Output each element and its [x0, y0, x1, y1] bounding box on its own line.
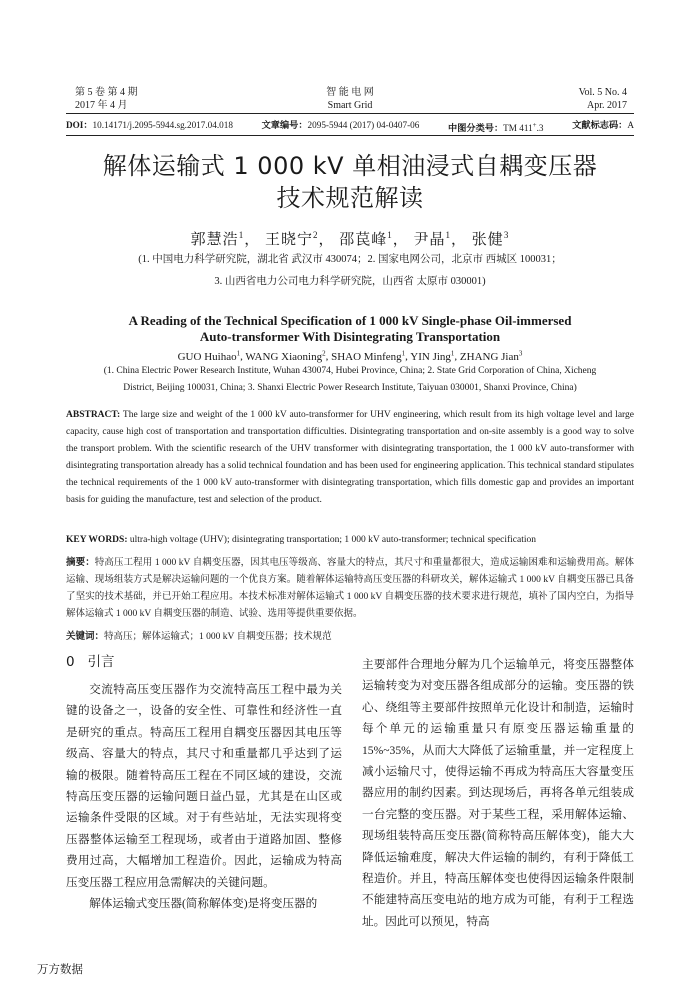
volume-issue-en: Vol. 5 No. 4	[578, 87, 627, 98]
meta-rule	[66, 135, 634, 136]
author-en: WANG Xiaoning$^2$	[245, 349, 326, 363]
keywords-en-label: KEY WORDS:	[66, 535, 128, 545]
header-rule	[66, 113, 634, 114]
abstract-cn	[66, 555, 634, 623]
keywords-cn-text: 特高压；解体运输式；1 000 kV 自耦变压器；技术规范	[104, 632, 332, 642]
authors-en: GUO Huihao$^1$, WANG Xiaoning$^2$, SHAO Minfeng$^1$, YIN Jing$^1$, ZHANG Jian$^3$	[177, 349, 523, 363]
article-number: 文章编号：2095-5944 (2017) 04-0407-06	[261, 120, 420, 130]
affiliation-cn-line2: 3. 山西省电力公司电力科学研究院，山西省 太原市 030001)	[214, 276, 486, 287]
section-number: 0	[66, 654, 75, 670]
keywords-en	[66, 533, 634, 547]
keywords-cn-label: 关键词：	[66, 632, 105, 642]
author-en: YIN Jing$^1$	[410, 349, 455, 363]
abstract-cn-text: 特高压工程用 1 000 kV 自耦变压器，因其电压等级高、容量大的特点，其尺寸和重量都很大，造成运输困难和运输费用高。解体运输、现场组装方式是解决运输问题的一个优良方案。随着解体运输特高压变压器的科研攻关，解体运输式 1 000 kV 自耦变压器已具备了坚实的技术基础，并已开始工程应用。本技术标准对解体运输式 1 000 kV 自耦变压器的技术要求进行规范，填补了国内空白，为指导解体运输式 1 000 kV 自耦变压器的制造、试验、选用等提供重要依据。	[66, 558, 634, 619]
header-right	[579, 86, 627, 112]
affiliation-en: (1. China Electric Power Research Institute, Wuhan 430074, Hubei Province, China; 2. State Grid Corporation of China, Xicheng District, Beijing 100031, China; 3. Shanxi Electric Power Research Institute, Taiyuan 030001, Shanxi Province, China)	[103, 366, 597, 393]
header-center	[250, 86, 450, 112]
title-en: A Reading of the Technical Specification of 1 000 kV Single-phase Oil-immersed Auto-transformer With Disintegrating Transportation	[128, 313, 572, 344]
document-code: 文献标志码：A	[572, 120, 634, 130]
date-cn: 2017 年 4 月	[75, 100, 128, 111]
date-en: Apr. 2017	[587, 100, 627, 111]
abstract-en-label: ABSTRACT:	[66, 410, 121, 420]
title-cn-line1: 解体运输式 1 000 kV 单相油浸式自耦变压器	[102, 152, 598, 180]
author-cn: 尹晶$^1$	[413, 230, 452, 248]
keywords-cn	[66, 630, 634, 644]
abstract-en-text: The large size and weight of the 1 000 kV auto-transformer for UHV engineering, which result from its high voltage level and large capacity, cause high cost of transportation and transportation difficulties. Disintegrating transportation and on-site assembly is a good way to solve the transport problem. With the scientific research of the UHV transformer with disintegrating transportation, the 1 000 kV auto-transformer with disintegrating transportation already has a solid technical foundation and has been used for engineering application. This technical standard stipulates the technical requirements of the 1 000 kV auto-transformer with disintegrating transportation, which fills domestic gap and provides an important basis for guiding the manufacture, test and selection of the product.	[66, 410, 634, 505]
body-column-left	[66, 679, 342, 914]
article-meta	[66, 119, 634, 134]
keywords-en-text: ultra-high voltage (UHV); disintegrating transportation; 1 000 kV auto-transformer; technical specification	[129, 535, 536, 545]
clc-number: 中图分类号：TM 411+.3	[448, 121, 544, 134]
abstract-en	[66, 407, 634, 509]
author-cn: 张健$^3$	[471, 230, 510, 248]
author-cn: 邵苠峰$^1$	[339, 230, 393, 248]
authors-cn: 郭慧浩$^1$， 王晓宁$^2$， 邵苠峰$^1$， 尹晶$^1$， 张健$^3$	[190, 230, 510, 248]
doi: DOI：10.14171/j.2095-5944.sg.2017.04.018	[66, 120, 233, 130]
author-cn: 郭慧浩$^1$	[190, 230, 245, 248]
volume-issue-cn: 第 5 卷 第 4 期	[75, 87, 138, 98]
author-en: ZHANG Jian$^3$	[459, 349, 523, 363]
section-title: 引言	[87, 654, 115, 670]
author-en: SHAO Minfeng$^1$	[331, 349, 406, 363]
body-paragraph: 解体运输式变压器(简称解体变)是将变压器的	[89, 897, 318, 911]
abstract-cn-label: 摘要：	[66, 558, 95, 568]
footer-source: 万方数据	[37, 962, 83, 976]
body-paragraph: 交流特高压变压器作为交流特高压工程中最为关键的设备之一，设备的安全性、可靠性和经济性一直是研究的重点。特高压工程用自耦变压器因其电压等级高、容量大的特点，其尺寸和重量都几乎达到了运输的极限。随着特高压工程在不同区域的建设，交流特高压变压器的运输问题日益凸显，尤其是在山区或运输条件受限的区域。对于有些站址，无法实现将变压器整体运输至工程现场，或者由于道路加固、整修费用过高，大幅增加工程造价。因此，运输成为特高压变压器工程应用急需解决的关键问题。	[66, 683, 342, 889]
journal-name-en: Smart Grid	[327, 100, 373, 111]
title-cn-line2: 技术规范解读	[276, 184, 424, 212]
body-paragraph: 主要部件合理地分解为几个运输单元，将变压器整体运输转变为对变压器各组成部分的运输。变压器的铁心、绕组等主要部件按照单元化设计和制造，运输时每个单元的运输重量只有原变压器运输重量的 15%~35%，从而大大降低了运输重量，并一定程度上减小运输尺寸，使得运输不再成为特高压大容量变压器应用的制约因素。到达现场后，再将各单元组装成一台完整的变压器。对于某些工程，采用解体运输、现场组装特高压变压器(简称特高压解体变)，能大大降低运输难度，解决大件运输的制约，有利于降低工程造价。并且，特高压解体变也使得因运输条件限制不能建特高压变电站的地方成为可能，有利于工程选址。因此可以预见，特高	[362, 658, 634, 928]
section-heading	[66, 653, 114, 671]
body-column-right	[362, 654, 634, 932]
affiliation-cn-line1: (1. 中国电力科学研究院，湖北省 武汉市 430074；2. 国家电网公司，北京市 西城区 100031；	[138, 254, 562, 265]
journal-name-cn: 智 能 电 网	[326, 87, 374, 98]
author-cn: 王晓宁$^2$	[264, 230, 319, 248]
header-left	[75, 86, 138, 112]
author-en: GUO Huihao$^1$	[177, 349, 241, 363]
